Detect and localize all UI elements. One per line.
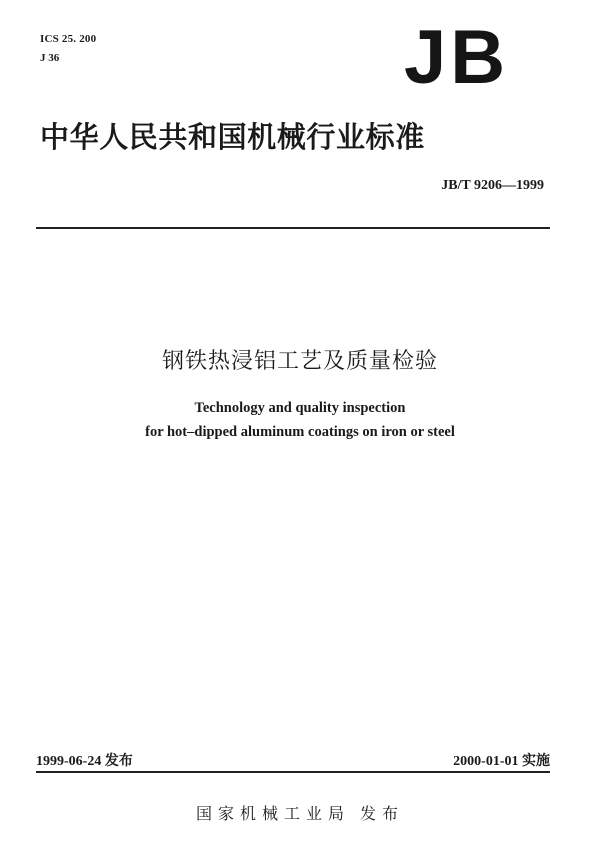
document-title-chinese: 钢铁热浸铝工艺及质量检验 xyxy=(161,349,438,374)
classification-code: J 36 xyxy=(40,52,60,64)
issuer-action: 发布 xyxy=(360,804,405,823)
bottom-divider xyxy=(36,771,550,773)
top-divider xyxy=(36,227,550,229)
issue-date: 1999-06-24 发布 xyxy=(36,754,133,769)
ics-code: ICS 25. 200 xyxy=(40,33,97,45)
document-title-english-line-1: Technology and quality inspection xyxy=(194,400,406,416)
implementation-date: 2000-01-01 实施 xyxy=(453,754,550,769)
issuer-name: 国家机械工业局 xyxy=(195,804,350,823)
jb-logo: JB xyxy=(404,15,510,100)
document-title-english-line-2: for hot–dipped aluminum coatings on iron or steel xyxy=(145,424,455,440)
issuing-authority xyxy=(0,801,600,824)
organization-title: 中华人民共和国机械行业标准 xyxy=(40,120,425,154)
standard-number: JB/T 9206—1999 xyxy=(441,178,544,193)
